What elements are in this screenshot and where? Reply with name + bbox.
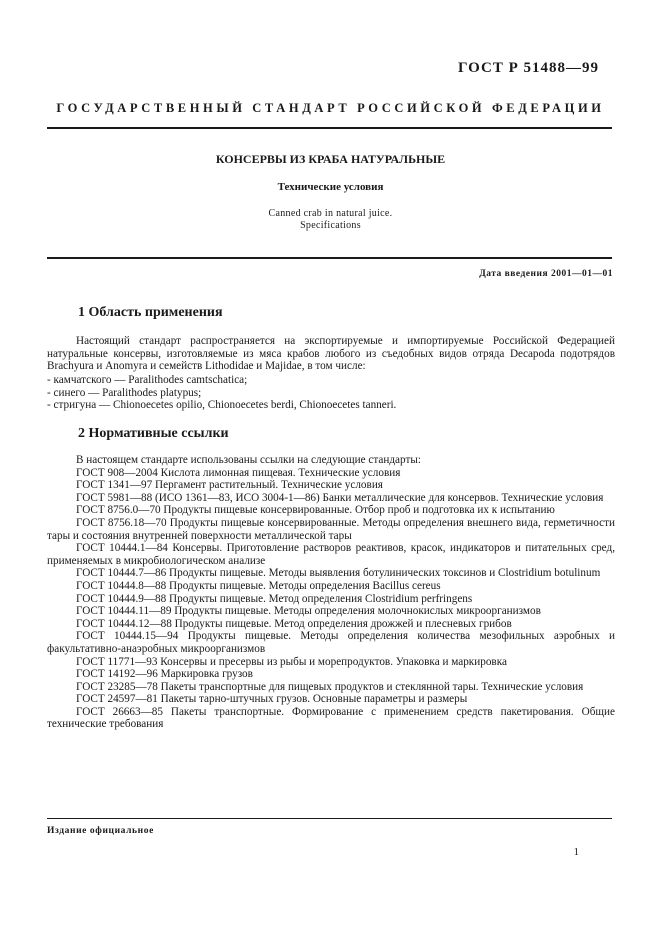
reference-item: ГОСТ 8756.0—70 Продукты пищевые консервированные. Отбор проб и подготовка их к испытанию	[76, 504, 555, 517]
section-1-heading: 1 Область применения	[78, 305, 223, 320]
reference-item: ГОСТ 5981—88 (ИСО 1361—83, ИСО 3004-1—86) Банки металлические для консервов. Технические условия	[76, 491, 604, 504]
reference-item: ГОСТ 24597—81 Пакеты тарно-штучных грузов. Основные параметры и размеры	[76, 693, 468, 706]
reference-item: ГОСТ 11771—93 Консервы и пресервы из рыбы и морепродуктов. Упаковка и маркировка	[76, 655, 507, 668]
document-title: КОНСЕРВЫ ИЗ КРАБА НАТУРАЛЬНЫЕ	[215, 152, 446, 166]
footer-divider	[47, 818, 612, 819]
species-item: - стригуна — Chionoecetes opilio, Chionoecetes berdi, Chionoecetes tanneri.	[47, 399, 397, 412]
reference-item: ГОСТ 10444.11—89 Продукты пищевые. Методы определения молочнокислых микроорганизмов	[76, 605, 541, 618]
section-2-heading: 2 Нормативные ссылки	[78, 426, 229, 441]
species-item: - синего — Paralithodes platypus;	[47, 386, 202, 399]
english-title-line2: Specifications	[300, 220, 361, 231]
english-title	[47, 208, 614, 232]
species-item: - камчатского — Paralithodes camtschatica;	[47, 374, 248, 386]
top-divider	[47, 127, 612, 129]
reference-item: ГОСТ 10444.15—94 Продукты пищевые. Методы определения количества мезофильных аэробных и факультативно-анаэробных микроорганизмов	[47, 630, 615, 655]
state-standard-heading: ГОСУДАРСТВЕННЫЙ СТАНДАРТ РОССИЙСКОЙ ФЕДЕРАЦИИ	[56, 101, 605, 115]
document-subtitle: Технические условия	[277, 181, 384, 193]
species-list	[47, 374, 615, 412]
references-intro: В настоящем стандарте использованы ссылки на следующие стандарты:	[76, 454, 421, 466]
references-list	[47, 454, 615, 731]
reference-item: ГОСТ 26663—85 Пакеты транспортные. Формирование с применением средств пакетирования. Общие технические требования	[47, 705, 615, 731]
reference-item: ГОСТ 14192—96 Маркировка грузов	[76, 668, 253, 681]
reference-item: ГОСТ 10444.7—86 Продукты пищевые. Методы выявления ботулинических токсинов и Clostridium botulinum	[76, 567, 601, 580]
edition-label: Издание официальное	[47, 826, 154, 836]
introduction-date: Дата введения 2001—01—01	[479, 269, 613, 279]
title-divider	[47, 257, 612, 259]
reference-item: ГОСТ 1341—97 Пергамент растительный. Технические условия	[76, 479, 383, 492]
section-1-paragraph: Настоящий стандарт распространяется на экспортируемые и импортируемые Российской Федерацией натуральные консервы, изготовляемые из мяса крабов любого из съедобных видов отряда Decapoda подотрядов Brachyura и Anomyra и семейств Lithodidae и Majidae, в том числе:	[47, 335, 615, 373]
reference-item: ГОСТ 8756.18—70 Продукты пищевые консервированные. Методы определения внешнего вида, герметичности тары и состояния внутренней поверхности металлической тары	[47, 516, 615, 542]
reference-item: ГОСТ 10444.9—88 Продукты пищевые. Метод определения Clostridium perfringens	[76, 592, 473, 605]
gost-number: ГОСТ Р 51488—99	[457, 60, 599, 76]
reference-item: ГОСТ 10444.12—88 Продукты пищевые. Метод определения дрожжей и плесневых грибов	[76, 617, 512, 630]
reference-item: ГОСТ 10444.1—84 Консервы. Приготовление растворов реактивов, красок, индикаторов и питательных сред, применяемых в микробиологическом анализе	[47, 542, 615, 567]
reference-item: ГОСТ 10444.8—88 Продукты пищевые. Методы определения Bacillus cereus	[76, 579, 441, 592]
reference-item: ГОСТ 23285—78 Пакеты транспортные для пищевых продуктов и стеклянной тары. Технические условия	[76, 680, 584, 693]
page-number: 1	[573, 846, 579, 858]
reference-item: ГОСТ 908—2004 Кислота лимонная пищевая. Технические условия	[76, 466, 401, 479]
english-title-line1: Canned crab in natural juice.	[268, 208, 393, 219]
